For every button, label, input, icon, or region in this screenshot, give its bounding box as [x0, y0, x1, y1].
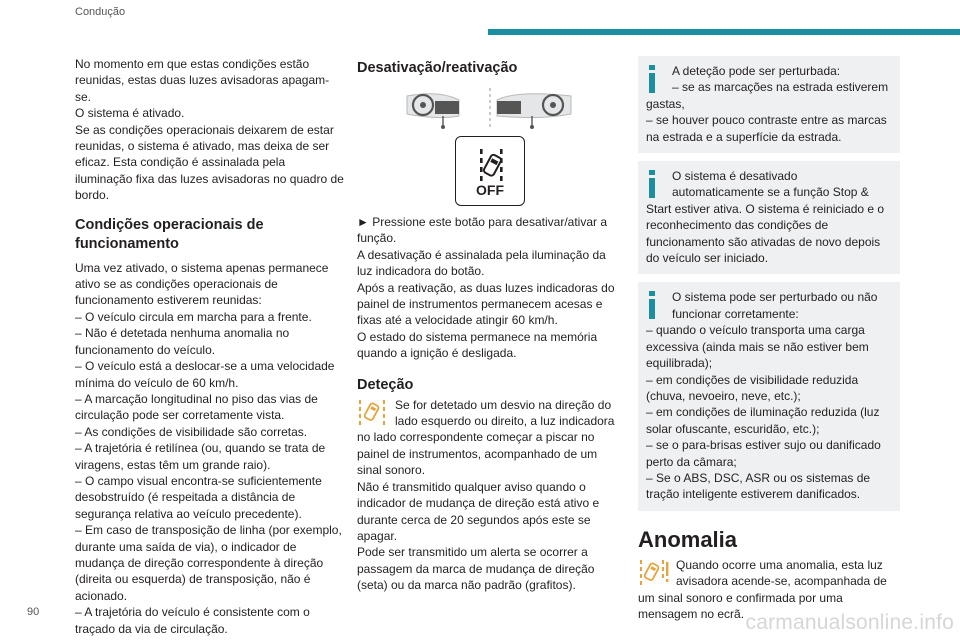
- paragraph: A desativação é assinalada pela iluminação da luz indicadora do botão.: [357, 247, 606, 279]
- paragraph: Se as condições operacionais deixarem de estar reunidas, o sistema é ativado, mas deixa de ser eficaz. Esta condição é assinalada pela iluminação fixa das luzes avisadoras no quadro de bordo.: [75, 122, 344, 203]
- list-item: – se houver pouco contraste entre as marcas na estrada e a superfície da estrada.: [646, 113, 887, 144]
- intro-text: [75, 56, 345, 204]
- paragraph: No momento em que estas condições estão reunidas, estas duas luzes avisadoras apagam-se.: [75, 57, 330, 104]
- list-item: – Em caso de transposição de linha (por exemplo, durante uma saída de via), o indicador de mudança de direção correspondente à direção (direita ou esquerda) de transposição, não é acionado.: [75, 523, 342, 603]
- list-item: – quando o veículo transporta uma carga excessiva (ainda mais se não estiver bem equilibrada);: [646, 323, 869, 371]
- list-item: – O veículo está a deslocar-se a uma velocidade mínima do veículo de 60 km/h.: [75, 359, 335, 390]
- header-accent-bar: [488, 29, 960, 35]
- info-note-detection: [638, 56, 900, 153]
- list-item: – em condições de iluminação reduzida (luz solar ofuscante, escuridão, etc.);: [646, 405, 880, 436]
- paragraph: Quando ocorre uma anomalia, esta luz avisadora acende-se, acompanhada de um sinal sonoro e confirmada por uma mensagem no ecrã.: [638, 557, 887, 621]
- list-item: – se as marcações na estrada estiverem gastas,: [646, 80, 889, 111]
- paragraph: Se for detetado um desvio na direção do lado esquerdo ou direito, a luz indicadora no lado correspondente começar a piscar no painel de instrumentos, acompanhado de um sinal sonoro.: [357, 397, 615, 478]
- heading-operating-conditions: Condições operacionais de funcionamento: [75, 216, 264, 252]
- deactivation-text: [357, 214, 623, 362]
- column-middle: [357, 56, 623, 594]
- list-item: – se o para-brisas estiver sujo ou danificado perto da câmara;: [646, 438, 881, 469]
- list-item: – Não é detetada nenhuma anomalia no funcionamento do veículo.: [75, 326, 290, 357]
- info-icon: [646, 291, 658, 321]
- note-text: O sistema é desativado automaticamente se a função Stop & Start estiver ativa. O sistema é reiniciado e o reconhecimento das condições de funcionamento são ativadas de novo depois do veículo ser iniciado.: [646, 169, 885, 266]
- list-item: – A marcação longitudinal no piso das vias de circulação pode ser corretamente vista.: [75, 391, 318, 423]
- list-item: – A trajetória do veículo é consistente com o traçado da via de circulação.: [75, 605, 310, 636]
- note-lead: A deteção pode ser perturbada:: [672, 64, 841, 78]
- lane-fault-warning-icon: [638, 558, 670, 586]
- list-item: – A trajetória é retilínea (ou, quando se trata de viragens, estas têm um grande raio).: [75, 441, 326, 472]
- info-icon: [646, 170, 658, 200]
- list-item: – O veículo circula em marcha para a frente.: [75, 309, 312, 324]
- paragraph: O estado do sistema permanece na memória quando a ignição é desligada.: [357, 329, 598, 361]
- paragraph: Após a reativação, as duas luzes indicadoras do painel de instrumentos permanecem acesas e fixas até a velocidade atingir 60 km/h.: [357, 280, 615, 328]
- list-item: – em condições de visibilidade reduzida (chuva, nevoeiro, neve, etc.);: [646, 372, 859, 403]
- watermark: carmanualsonline.info: [745, 611, 954, 634]
- detection-text: [357, 397, 623, 594]
- paragraph: Não é transmitido qualquer aviso quando o indicador de mudança de direção está ativo e durante cerca de 20 segundos após este se apagar.: [357, 479, 600, 543]
- info-icon: [646, 65, 658, 95]
- list-item: – As condições de visibilidade são corretas.: [75, 424, 308, 439]
- section-title: Condução: [75, 6, 126, 18]
- info-note-stop-start: [638, 161, 900, 274]
- heading-detection: Deteção: [357, 376, 414, 393]
- list-item: – O campo visual encontra-se suficientemente desobstruído (é respeitada a distância de segurança relativa ao veículo precedente).: [75, 473, 322, 521]
- paragraph: Uma vez ativado, o sistema apenas permanece ativo se as condições operacionais de funcionamento estiverem reunidas:: [75, 260, 329, 308]
- conditions-list: [75, 260, 345, 637]
- paragraph: O sistema é ativado.: [75, 106, 185, 121]
- list-item: – Se o ABS, DSC, ASR ou os sistemas de tração inteligente estiverem danificados.: [646, 470, 871, 502]
- page-number: 90: [27, 606, 40, 618]
- instruction: ► Pressione este botão para desativar/ativar a função.: [357, 215, 608, 246]
- heading-deactivation: Desativação/reativação: [357, 60, 518, 76]
- column-right: [638, 56, 900, 622]
- column-left: [75, 56, 345, 637]
- info-note-disturbances: [638, 282, 900, 510]
- lane-warning-orange-icon: [357, 398, 389, 426]
- heading-anomaly: Anomalia: [638, 526, 738, 552]
- lane-assist-off-button[interactable]: [455, 136, 525, 206]
- steering-wheel-icon: [357, 86, 623, 132]
- note-lead: O sistema pode ser perturbado ou não funcionar corretamente:: [672, 290, 878, 321]
- paragraph: Pode ser transmitido um alerta se ocorrer a passagem da marca de mudança de direção (seta) ou da marca não padrão (grafitos).: [357, 545, 595, 593]
- off-label: OFF: [476, 182, 504, 198]
- steering-wheel-illustrations: [357, 86, 623, 132]
